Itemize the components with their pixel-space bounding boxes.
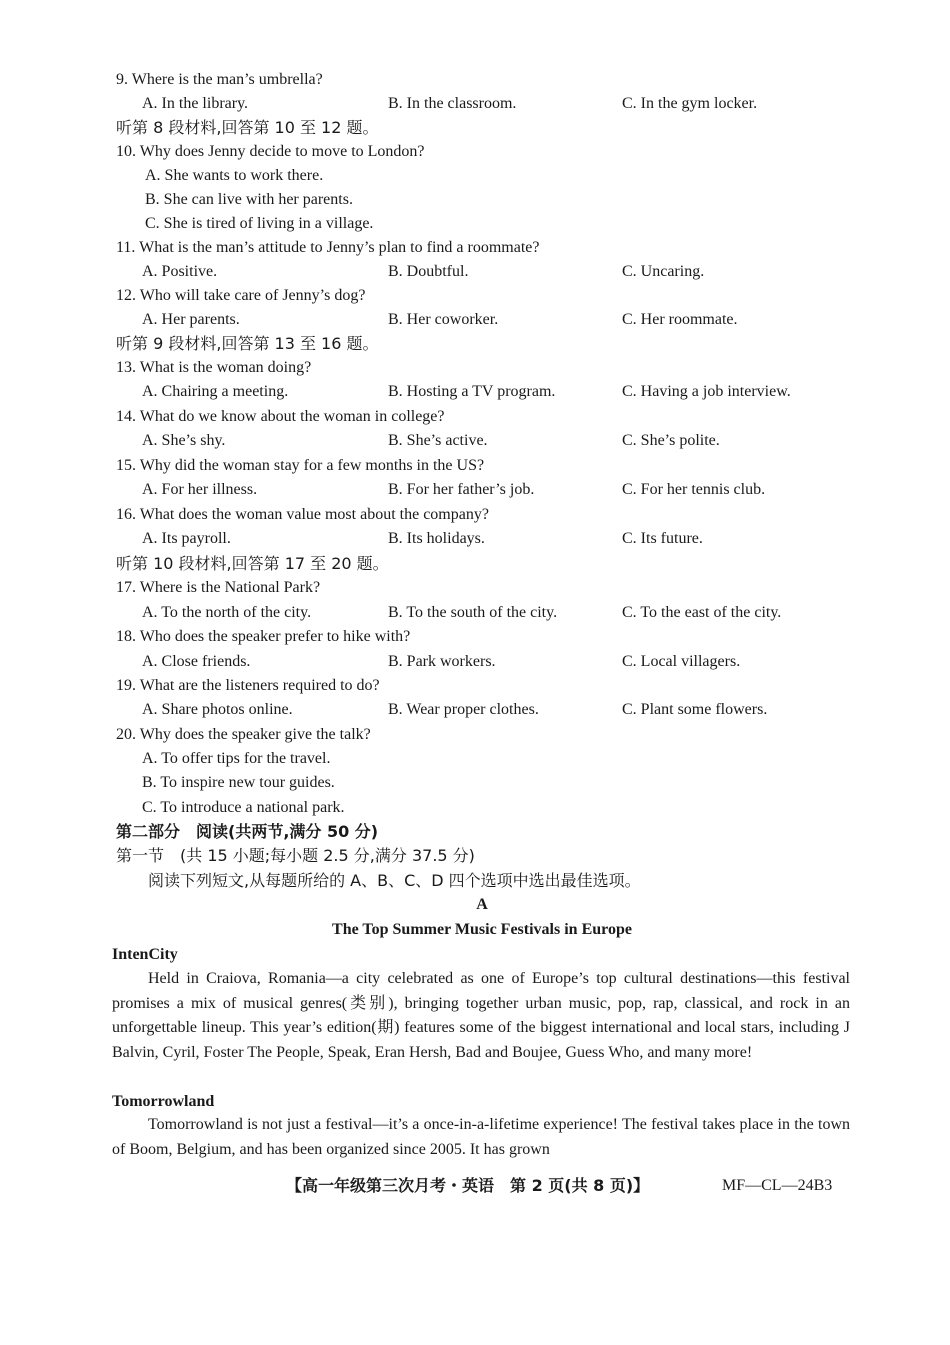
question-19-option-a: A. Share photos online.: [142, 701, 293, 718]
question-10-option-b: B. She can live with her parents.: [145, 191, 353, 208]
tomorrowland-text: Tomorrowland is not just a festival—it’s a once-in-a-lifetime experience! The festival takes place in the town of Boom, Belgium, and has been organized since 2005. It has grown: [112, 1116, 850, 1158]
question-10-option-a: A. She wants to work there.: [145, 167, 324, 184]
question-13-option-c: C. Having a job interview.: [622, 383, 791, 400]
question-17-stem: 17. Where is the National Park?: [116, 579, 321, 596]
intencity-heading: IntenCity: [112, 946, 178, 963]
question-18-option-a: A. Close friends.: [142, 653, 251, 670]
question-10-option-c: C. She is tired of living in a village.: [145, 215, 374, 232]
question-15-option-b: B. For her father’s job.: [388, 481, 535, 498]
question-10-stem: 10. Why does Jenny decide to move to London?: [116, 143, 425, 160]
question-14-option-b: B. She’s active.: [388, 432, 488, 449]
question-14-stem: 14. What do we know about the woman in college?: [116, 408, 445, 425]
question-9-stem: 9. Where is the man’s umbrella?: [116, 71, 323, 88]
question-18-option-c: C. Local villagers.: [622, 653, 741, 670]
question-16-stem: 16. What does the woman value most about the company?: [116, 506, 489, 523]
listening-section-9: 听第 9 段材料,回答第 13 至 16 题。: [116, 334, 379, 353]
question-9-option-a: A. In the library.: [142, 95, 249, 112]
listening-section-8: 听第 8 段材料,回答第 10 至 12 题。: [116, 118, 379, 137]
question-19-option-c: C. Plant some flowers.: [622, 701, 768, 718]
listening-section-10: 听第 10 段材料,回答第 17 至 20 题。: [116, 554, 389, 573]
question-12-option-c: C. Her roommate.: [622, 311, 738, 328]
question-20-stem: 20. Why does the speaker give the talk?: [116, 726, 371, 743]
question-15-option-c: C. For her tennis club.: [622, 481, 766, 498]
question-17-option-a: A. To the north of the city.: [142, 604, 312, 621]
question-14-option-c: C. She’s polite.: [622, 432, 720, 449]
question-13-option-b: B. Hosting a TV program.: [388, 383, 556, 400]
question-9-option-c: C. In the gym locker.: [622, 95, 758, 112]
tomorrowland-heading: Tomorrowland: [112, 1093, 215, 1110]
part-two-heading: 第二部分 阅读(共两节,满分 50 分): [116, 822, 379, 841]
question-18-stem: 18. Who does the speaker prefer to hike with?: [116, 628, 411, 645]
question-12-stem: 12. Who will take care of Jenny’s dog?: [116, 287, 366, 304]
question-16-option-c: C. Its future.: [622, 530, 703, 547]
question-20-option-c: C. To introduce a national park.: [142, 799, 345, 816]
question-20-option-a: A. To offer tips for the travel.: [142, 750, 331, 767]
question-15-option-a: A. For her illness.: [142, 481, 258, 498]
question-17-option-b: B. To the south of the city.: [388, 604, 558, 621]
question-11-option-c: C. Uncaring.: [622, 263, 705, 280]
reading-instruction: 阅读下列短文,从每题所给的 A、B、C、D 四个选项中选出最佳选项。: [148, 871, 641, 890]
passage-letter: A: [476, 896, 488, 913]
question-14-option-a: A. She’s shy.: [142, 432, 226, 449]
question-11-stem: 11. What is the man’s attitude to Jenny’s plan to find a roommate?: [116, 239, 540, 256]
passage-title: The Top Summer Music Festivals in Europe: [332, 921, 632, 938]
intencity-text: Held in Craiova, Romania—a city celebrated as one of Europe’s top cultural destinations—this festival promises a mix of musical genres(类别), bringing together urban music, pop, rap, classical, and rock in an unforgettable lineup. This year’s edition(期) features some of the biggest international and local stars, including J Balvin, Cyril, Foster The People, Speak, Eran Hersh, Bad and Boujee, Guess Who, and many more!: [112, 970, 850, 1061]
question-17-option-c: C. To the east of the city.: [622, 604, 782, 621]
question-13-stem: 13. What is the woman doing?: [116, 359, 312, 376]
page-footer-info: 【高一年级第三次月考・英语 第 2 页(共 8 页)】: [286, 1176, 650, 1195]
question-19-stem: 19. What are the listeners required to do?: [116, 677, 380, 694]
tomorrowland-paragraph: [112, 1113, 850, 1162]
question-16-option-b: B. Its holidays.: [388, 530, 485, 547]
question-16-option-a: A. Its payroll.: [142, 530, 231, 547]
question-12-option-a: A. Her parents.: [142, 311, 240, 328]
section-one-heading: 第一节 (共 15 小题;每小题 2.5 分,满分 37.5 分): [116, 846, 475, 865]
question-9-option-b: B. In the classroom.: [388, 95, 517, 112]
question-11-option-a: A. Positive.: [142, 263, 218, 280]
question-19-option-b: B. Wear proper clothes.: [388, 701, 539, 718]
question-12-option-b: B. Her coworker.: [388, 311, 499, 328]
intencity-paragraph: [112, 967, 850, 1065]
question-20-option-b: B. To inspire new tour guides.: [142, 774, 335, 791]
question-18-option-b: B. Park workers.: [388, 653, 496, 670]
exam-code: MF—CL—24B3: [722, 1177, 833, 1194]
question-11-option-b: B. Doubtful.: [388, 263, 469, 280]
question-15-stem: 15. Why did the woman stay for a few months in the US?: [116, 457, 485, 474]
question-13-option-a: A. Chairing a meeting.: [142, 383, 289, 400]
